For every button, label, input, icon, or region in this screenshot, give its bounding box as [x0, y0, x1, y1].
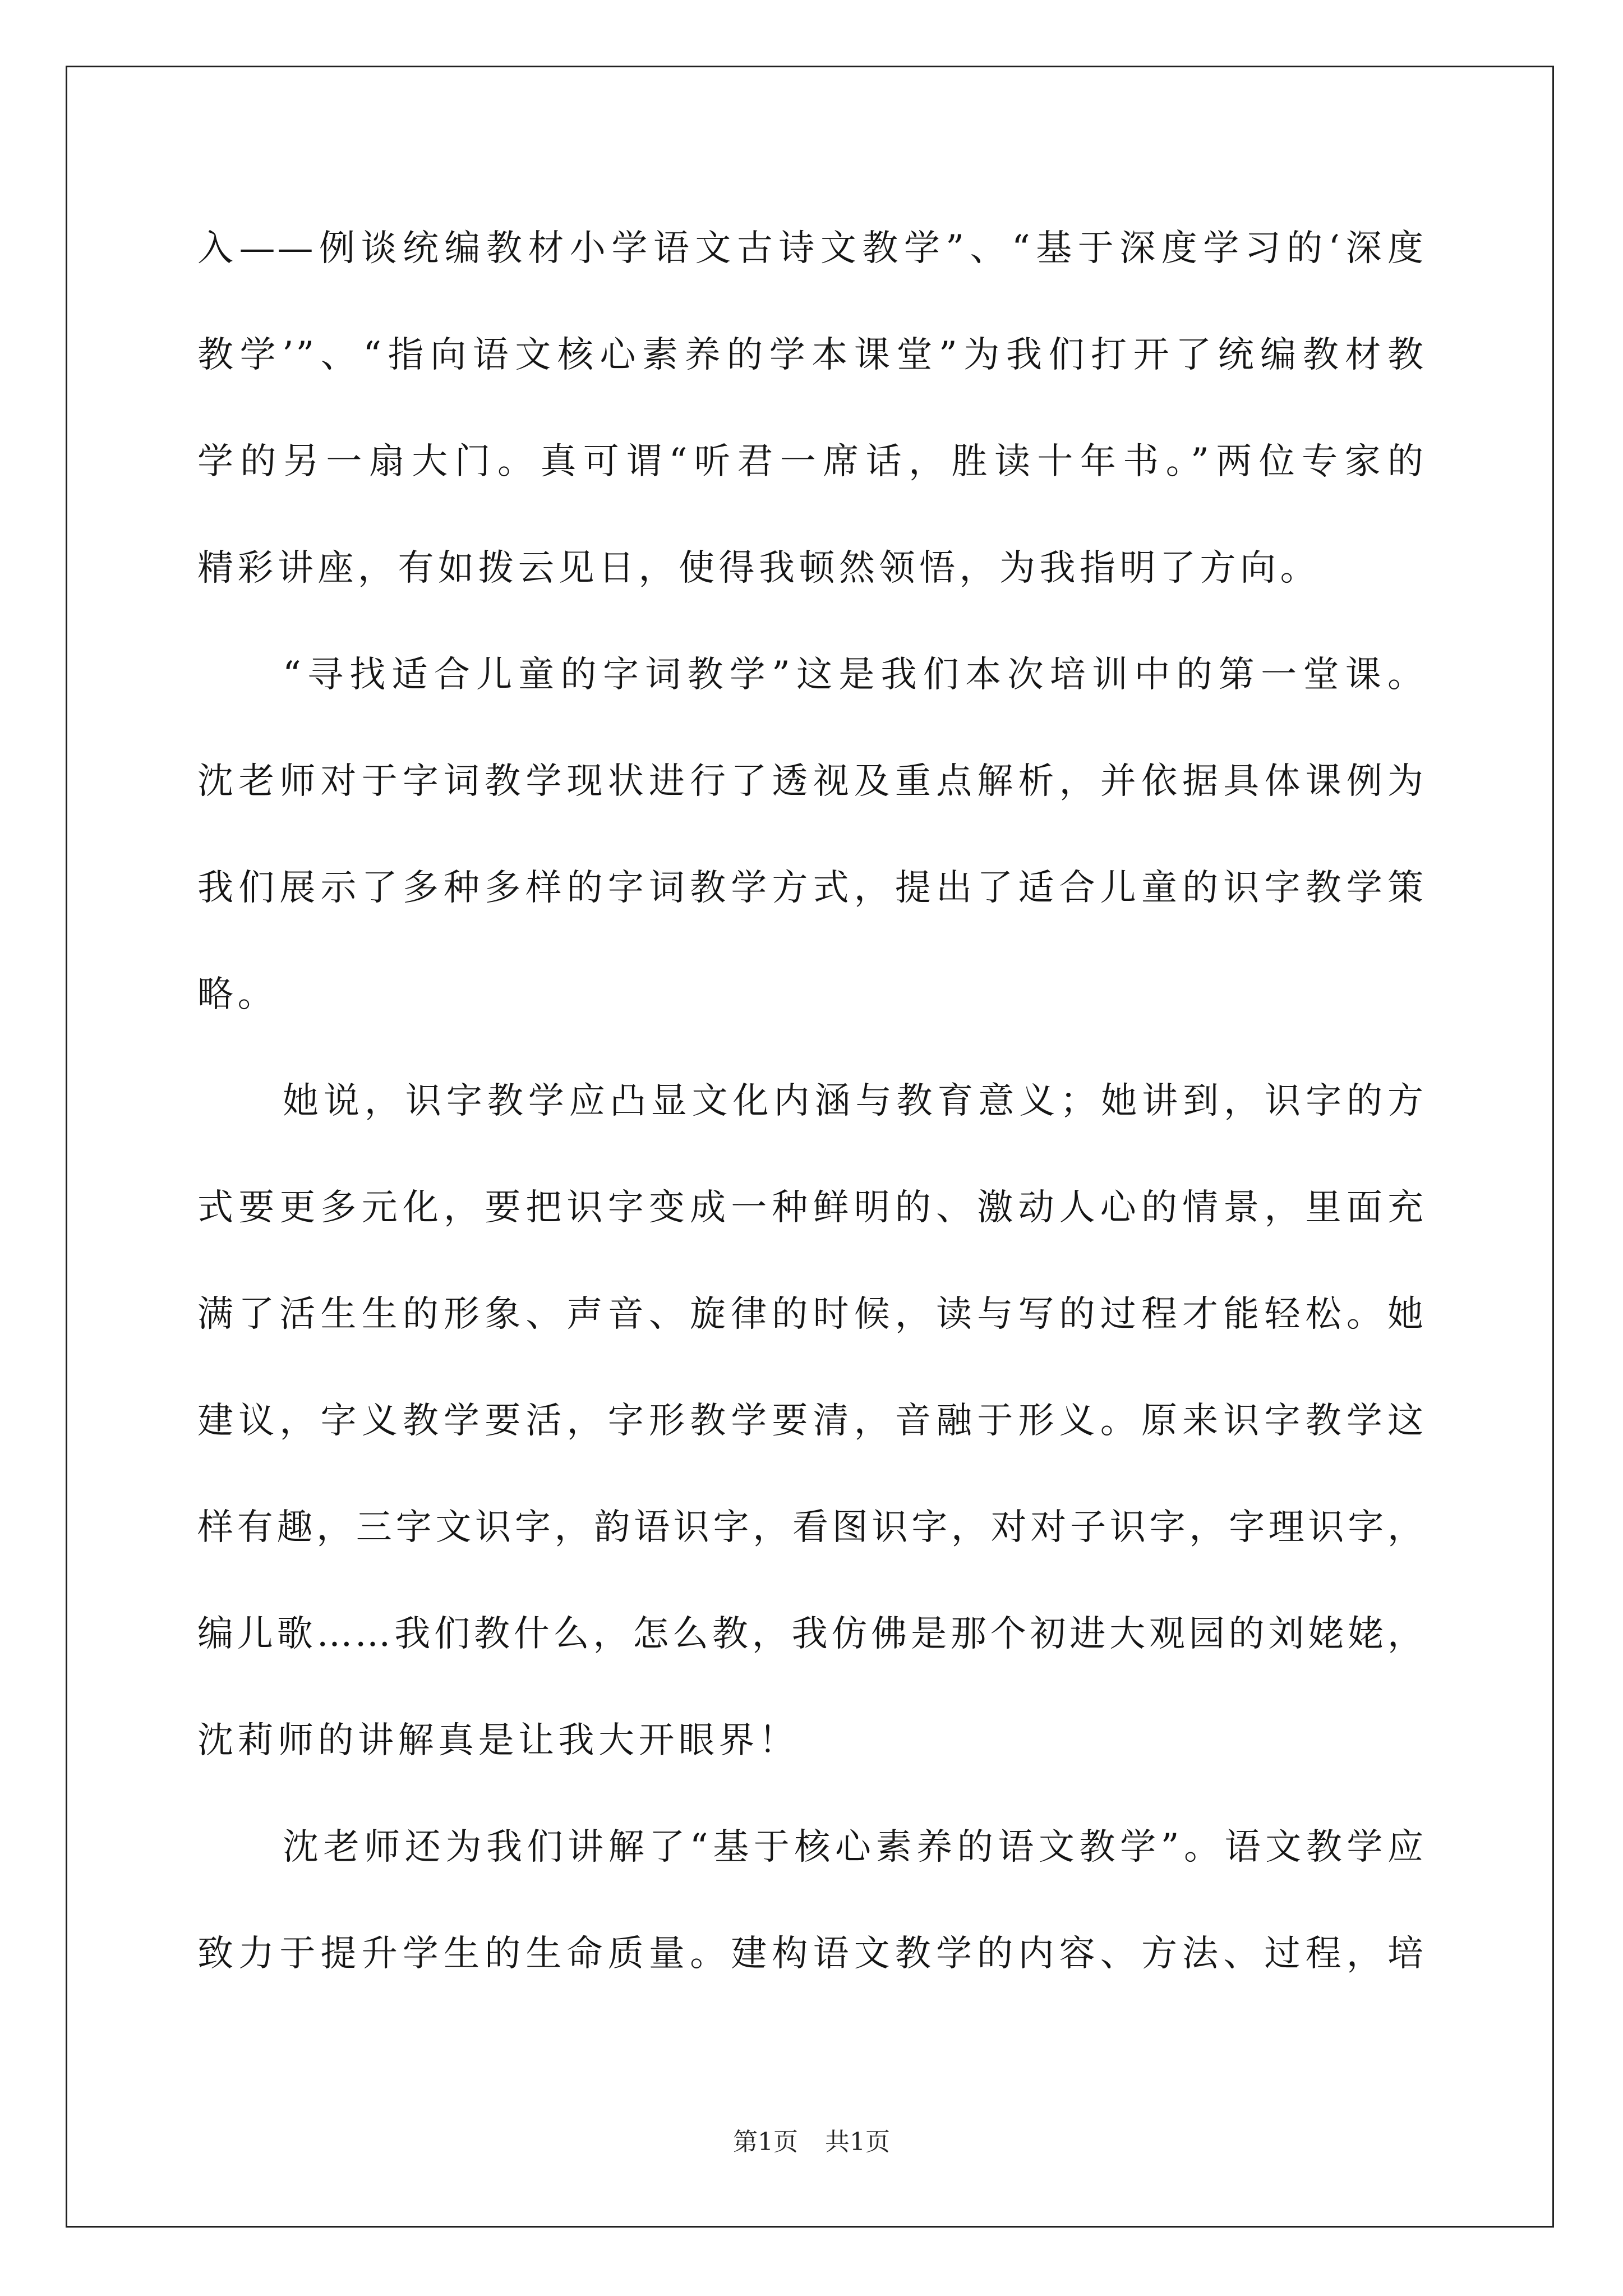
text-line: 学的另一扇大门。真可谓“听君一席话，胜读十年书。”两位专家的 [197, 441, 1426, 482]
page-footer [0, 2125, 1623, 2159]
text-line: 精彩讲座，有如拨云见日，使得我顿然领悟，为我指明了方向。 [197, 547, 1320, 589]
paragraph-2 [197, 622, 1426, 1048]
page-total: 共1页 [825, 2128, 890, 2156]
text-line: “寻找适合儿童的字词教学”这是我们本次培训中的第一堂课。 [283, 654, 1426, 696]
text-line: 样有趣，三字文识字，韵语识字，看图识字，对对子识字，字理识字， [197, 1507, 1426, 1548]
text-line: 入——例谈统编教材小学语文古诗文教学”、“基于深度学习的‘深度 [197, 228, 1426, 269]
text-line: 建议，字义教学要活，字形教学要清，音融于形义。原来识字教学这 [197, 1400, 1426, 1442]
page-number: 第1页 [733, 2128, 798, 2156]
text-line: 沈老师对于字词教学现状进行了透视及重点解析，并依据具体课例为 [197, 761, 1426, 802]
text-line: 满了活生生的形象、声音、旋律的时候，读与写的过程才能轻松。她 [197, 1294, 1426, 1335]
text-line: 她说，识字教学应凸显文化内涵与教育意义；她讲到，识字的方 [283, 1080, 1426, 1122]
text-line: 式要更多元化，要把识字变成一种鲜明的、激动人心的情景，里面充 [197, 1187, 1426, 1228]
paragraph-1 [197, 195, 1426, 622]
document-body [197, 195, 1426, 2007]
text-line: 编儿歌……我们教什么，怎么教，我仿佛是那个初进大观园的刘姥姥， [197, 1613, 1426, 1655]
text-line: 沈老师还为我们讲解了“基于核心素养的语文教学”。语文教学应 [283, 1826, 1426, 1868]
text-line: 我们展示了多种多样的字词教学方式，提出了适合儿童的识字教学策 [197, 867, 1426, 909]
text-line: 沈莉师的讲解真是让我大开眼界！ [197, 1720, 799, 1761]
text-line: 教学’”、“指向语文核心素养的学本课堂”为我们打开了统编教材教 [197, 334, 1426, 376]
text-line: 致力于提升学生的生命质量。建构语文教学的内容、方法、过程，培 [197, 1933, 1426, 1975]
text-line: 略。 [197, 974, 278, 1015]
paragraph-3 [197, 1048, 1426, 1794]
paragraph-4 [197, 1794, 1426, 2007]
